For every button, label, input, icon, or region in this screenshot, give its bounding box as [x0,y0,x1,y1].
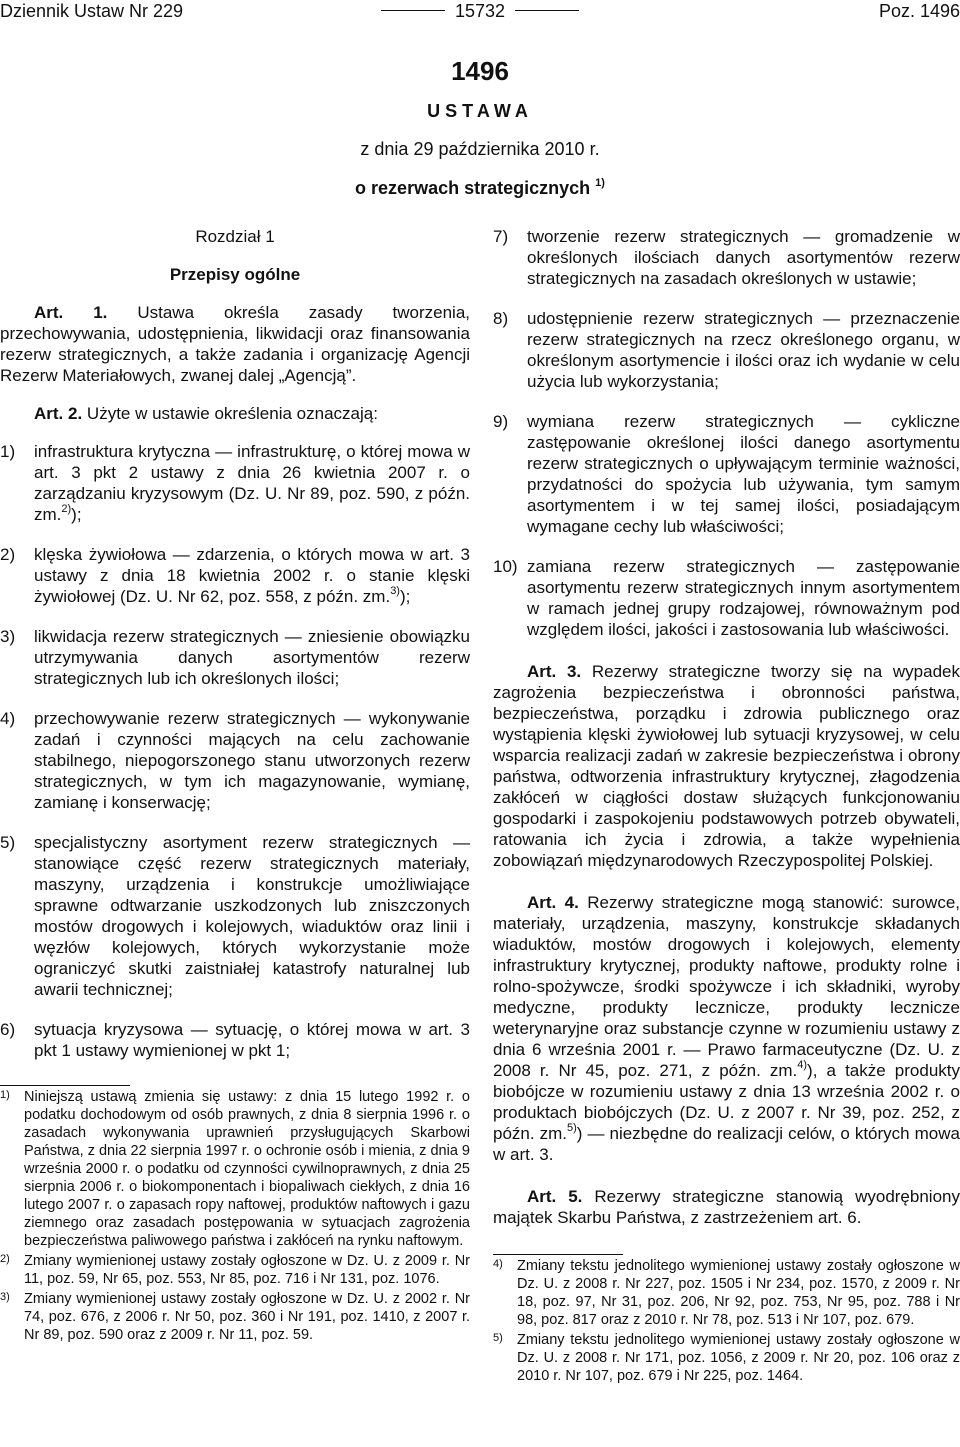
definition-number: 4) [0,709,16,728]
definition-item [493,226,960,289]
definition-item [0,708,470,813]
article-3-text: Rezerwy strategiczne tworzy się na wypadek zagrożenia bezpieczeństwa i obronności państwa, bezpieczeństwa, porządku i zdrowia publicznego oraz wystąpienia klęski żywiołowej lub sytuacji kryzysowej, w celu wsparcia realizacji zadań w zakresie bezpieczeństwa i obrony państwa, odtworzenia infrastruktury krytycznej, złagodzenia zakłóceń w ciągłości dostaw służących funkcjonowaniu gospodarki i zaspokojeniu podstawowych potrzeb obywateli, ratowania ich życia i zdrowia, a także wypełnienia zobowiązań międzynarodowych Rzeczypospolitej Polskiej. [493,662,960,870]
footnote-mark: 5) [493,1332,503,1344]
act-number: 1496 [451,56,509,86]
definition-text: udostępnienie rezerw strategicznych — przeznaczenie rezerw strategicznych na rzecz określonego organu, w określonym asortymencie i ilości oraz ich wydanie w celu użycia lub wykorzystania; [527,309,960,391]
definition-number: 6) [0,1020,16,1039]
act-subject [0,177,960,199]
definition-number: 2) [0,545,16,564]
footnote-mark: 1) [0,1089,10,1101]
article-4-label: Art. 4. [527,893,579,912]
right-column [493,226,960,1385]
page-number-dash-right [515,10,579,11]
article-5 [493,1186,960,1228]
article-5-text: Rezerwy strategiczne stanowią wyodrębniony majątek Skarbu Państwa, z zastrzeżeniem art. 6. [493,1187,960,1227]
definition-number: 5) [0,833,16,852]
definition-item [0,441,470,525]
footnote-text: Niniejszą ustawą zmienia się ustawy: z dnia 15 lutego 1992 r. o podatku dochodowym od osób prawnych, z dnia 8 sierpnia 1996 r. o zasadach wykonywania uprawnień przysługujących Skarbowi Państwa, z dnia 22 sierpnia 1997 r. o ochronie osób i mienia, z dnia 9 września 2000 r. o podatku od czynności cywilnoprawnych, z dnia 25 sierpnia 2006 r. o biokomponentach i biopaliwach ciekłych, z dnia 16 lutego 2007 r. o zapasach ropy naftowej, produktów naftowych i gazu ziemnego oraz zasadach postępowania w sytuacjach zagrożenia bezpieczeństwa paliwowego państwa i zakłóceń na rynku naftowym. [24,1089,470,1249]
page-header [0,0,960,30]
article-3 [493,661,960,871]
article-4-text-a: Rezerwy strategiczne mogą stanowić: surowce, materiały, urządzenia, maszyny, konstrukcje składanych wiaduktów, mostów drogowych i kolejowych, elementy infrastruktury krytycznej, produkty naftowe, produkty rolne i rolno-spożywcze, środki spożywcze i ich składniki, wyroby medyczne, produkty lecznicze, produkty lecznicze weterynaryjne oraz substancje czynne w rozumieniu ustawy z dnia 6 września 2001 r. — Prawo farmaceutyczne (Dz. U. z 2008 r. Nr 45, poz. 271, z późn. zm. [493,893,960,1080]
definition-number: 10) [493,557,518,576]
article-1-label: Art. 1. [34,303,108,322]
article-4-text-b: ), a także produkty biobójcze w rozumieniu ustawy z dnia 13 września 2002 r. o produktach biobójczych (Dz. U. z 2007 r. Nr 39, poz. 252, z późn. zm. [493,1061,960,1143]
article-2 [0,403,470,424]
chapter-title: Przepisy ogólne [169,265,301,284]
article-3-label: Art. 3. [527,662,582,681]
definition-tail: ); [71,505,82,524]
definition-item [0,626,470,689]
definition-item [493,308,960,392]
footnote-text: Zmiany wymienionej ustawy zostały ogłoszone w Dz. U. z 2009 r. Nr 11, poz. 59, Nr 65, poz. 553, Nr 85, poz. 716 i Nr 131, poz. 1076. [24,1253,470,1287]
footnote [0,1290,470,1344]
article-4 [493,892,960,1165]
footnote-text: Zmiany tekstu jednolitego wymienionej ustawy zostały ogłoszone w Dz. U. z 2008 r. Nr 171, poz. 1056, z 2009 r. Nr 20, poz. 106 oraz z 2010 r. Nr 107, poz. 679 i Nr 225, poz. 1464. [517,1332,960,1384]
chapter-label: Rozdział 1 [195,227,275,246]
definition-item [493,411,960,537]
footnote-ref-1: 1) [595,177,605,189]
journal-name: Dziennik Ustaw Nr 229 [0,1,184,21]
footnote-ref-2: 2) [61,503,72,516]
act-date: z dnia 29 października 2010 r. [360,139,600,159]
definition-tail: ); [399,587,411,606]
page-number-block [0,0,960,22]
definition-body: infrastruktura krytyczna — infrastrukturę, o której mowa w art. 3 pkt 2 ustawy z dnia 26 kwietnia 2007 r. o zarządzaniu kryzysowym (Dz. U. Nr 89, poz. 590, z późn. zm. [34,442,470,524]
definition-item [0,544,470,607]
footnote-ref-4: 4) [797,1059,808,1072]
footnote-ref-3: 3) [390,585,400,598]
position-number: Poz. 1496 [878,1,960,21]
footnote [0,1088,470,1250]
definition-text: przechowywanie rezerw strategicznych — wykonywanie zadań i czynności mających na celu zachowanie stabilnego, niepogorszonego stanu utworzonych rezerw strategicznych, w tym ich magazynowanie, wymianę, zamianę i konserwację; [34,709,470,812]
definition-body: klęska żywiołowa — zdarzenia, o których mowa w art. 3 ustawy z dnia 18 kwietnia 2002 r. o stanie klęski żywiołowej (Dz. U. Nr 62, poz. 558, z późn. zm. [34,545,470,606]
article-1-text: Ustawa określa zasady tworzenia, przechowywania, udostępnienia, likwidacji oraz finansowania rezerw strategicznych, a także zadania i organizację Agencji Rezerw Materiałowych, zwanej dalej „Agencją”. [0,303,470,385]
definition-text: likwidacja rezerw strategicznych — zniesienie obowiązku utrzymywania danych asortymentów rezerw strategicznych lub ich określonych ilości; [34,627,470,688]
footnote [0,1252,470,1288]
article-5-label: Art. 5. [527,1187,583,1206]
footnote-mark: 2) [0,1253,10,1265]
article-1 [0,302,470,386]
article-2-text: Użyte w ustawie określenia oznaczają: [82,404,378,423]
definition-item [493,556,960,640]
definition-text: wymiana rezerw strategicznych — cykliczne zastępowanie określonej ilości danego asortymentu rezerw strategicznych o upływającym terminie ważności, przydatności do spożycia lub używania, tym samym asortymentem i w tej samej ilości, posiadającym wymagane cechy lub właściwości; [527,412,960,536]
definition-text: specjalistyczny asortyment rezerw strategicznych — stanowiące część rezerw strategicznych materiały, maszyny, urządzenia i konstrukcje umożliwiające sprawne odtwarzanie uszkodzonych lub zniszczonych mostów drogowych i kolejowych, wiaduktów oraz linii i węzłów kolejowych, których wykorzystanie może ograniczyć skutki zaistniałej katastrofy naturalnej lub awarii technicznej; [34,833,470,999]
footnote-text: Zmiany tekstu jednolitego wymienionej ustawy zostały ogłoszone w Dz. U. z 2008 r. Nr 227, poz. 1505 i Nr 234, poz. 1570, z 2009 r. Nr 18, poz. 97, Nr 31, poz. 206, Nr 92, poz. 753, Nr 95, poz. 788 i Nr 98, poz. 817 oraz z 2010 r. Nr 78, poz. 513 i Nr 107, poz. 679. [517,1258,960,1328]
definition-item [0,1019,470,1061]
definition-number: 8) [493,309,509,328]
definition-text: tworzenie rezerw strategicznych — gromadzenie w określonych ilościach danych asortymentów rezerw strategicznych na zasadach określonych w ustawie; [527,227,960,288]
footnote-ref-5: 5) [567,1122,577,1135]
article-2-label: Art. 2. [34,404,83,423]
page-number: 15732 [454,1,506,21]
footnote-mark: 4) [493,1258,503,1270]
definition-text: zamiana rezerw strategicznych — zastępowanie asortymentu rezerw strategicznych innym asortymentem w ramach jednej grupy rodzajowej, równoważnym pod względem ilości, jakości i zastosowania lub właściwości. [527,557,960,639]
definition-number: 7) [493,227,509,246]
footnote [493,1257,960,1329]
footnote-text: Zmiany wymienionej ustawy zostały ogłoszone w Dz. U. z 2002 r. Nr 74, poz. 676, z 2006 r. Nr 50, poz. 360 i Nr 191, poz. 1410, z 2007 r. Nr 89, poz. 590 oraz z 2009 r. Nr 11, poz. 59. [24,1291,470,1343]
footnote-mark: 3) [0,1291,10,1303]
definition-number: 1) [0,442,16,461]
left-column [0,226,470,1344]
act-title-block [0,50,960,199]
footnote [493,1331,960,1385]
definition-text: sytuacja kryzysowa — sytuację, o której mowa w art. 3 pkt 1 ustawy wymienionej w pkt 1; [34,1020,470,1060]
definition-number: 3) [0,627,16,646]
article-4-text-c: ) — niezbędne do realizacji celów, o których mowa w art. 3. [493,1124,960,1164]
act-subject-text: o rezerwach strategicznych [355,178,591,198]
definition-text [34,544,470,607]
page-number-dash-left [381,10,445,11]
definition-text [34,441,470,525]
act-type: USTAWA [427,101,533,121]
definition-item [0,832,470,1000]
definition-number: 9) [493,412,509,431]
